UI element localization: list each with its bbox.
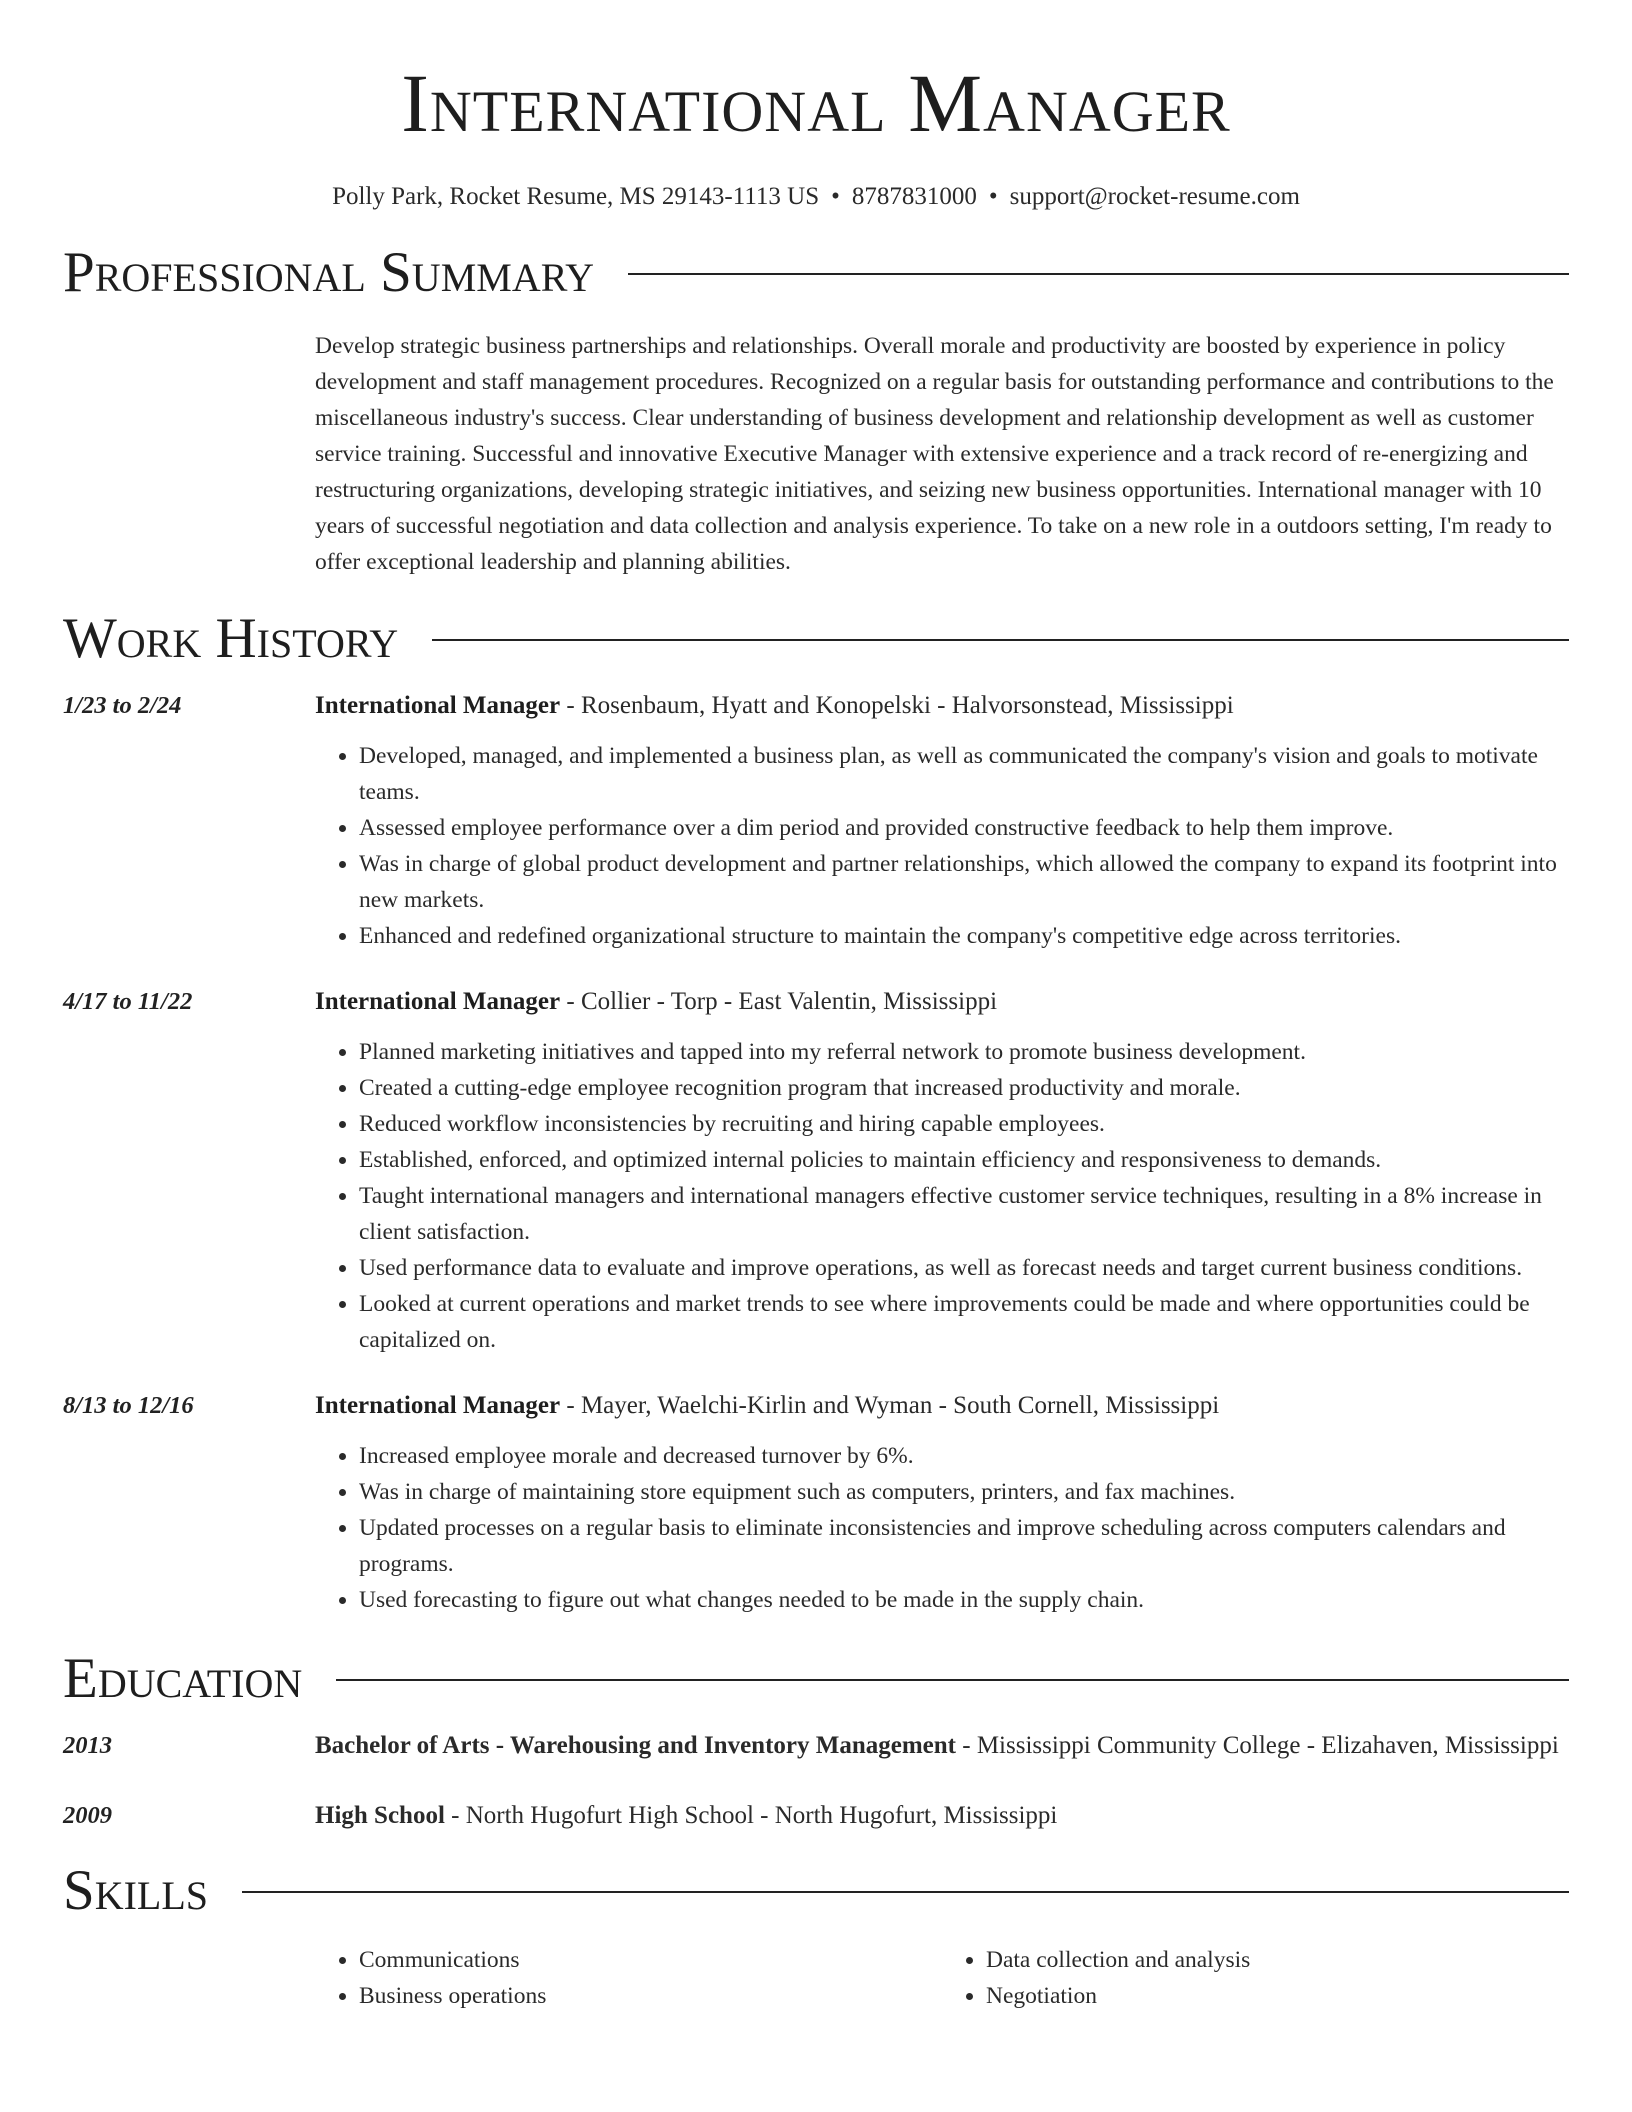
summary-heading: Professional Summary <box>63 241 595 304</box>
job-bullet: • Enhanced and redefined organizational structure to maintain the company's competitive edge across territories. <box>359 918 1569 954</box>
job-body <box>315 1386 1569 1618</box>
skills-section-header <box>63 1860 1569 1922</box>
job-bullet: • Taught international managers and international managers effective customer service techniques, resulting in a 8% increase in client satisfaction. <box>359 1178 1569 1250</box>
separator-dot: • <box>988 183 998 210</box>
contact-address: Polly Park, Rocket Resume, MS 29143-1113 US <box>332 183 820 210</box>
education-body <box>315 1796 1569 1836</box>
work-section-header <box>63 608 1569 670</box>
education-year: 2009 <box>63 1802 112 1829</box>
contact-email: support@rocket-resume.com <box>1009 183 1300 210</box>
summary-section-header <box>63 242 1569 304</box>
contact-line <box>63 182 1569 212</box>
section-divider <box>336 1679 1569 1681</box>
education-entry <box>63 1726 1569 1766</box>
job-entry <box>63 686 1569 954</box>
education-entry <box>63 1796 1569 1836</box>
separator-dot: • <box>831 183 840 210</box>
job-details: - Collier - Torp - East Valentin, Mississippi <box>560 988 998 1015</box>
job-bullet: • Looked at current operations and market trends to see where improvements could be made and where opportunities could be capitalized on. <box>359 1286 1569 1358</box>
job-body <box>315 686 1569 954</box>
education-details: - Mississippi Community College - Elizahaven, Mississippi <box>956 1732 1559 1759</box>
education-heading: Education <box>63 1647 303 1710</box>
skill-item: • Data collection and analysis <box>986 1942 1569 1978</box>
job-bullet: • Planned marketing initiatives and tapped into my referral network to promote business development. <box>359 1034 1569 1070</box>
job-bullet: • Was in charge of global product development and partner relationships, which allowed the company to expand its footprint into new markets. <box>359 846 1569 918</box>
skills-column-right <box>942 1942 1569 2014</box>
work-heading: Work History <box>63 607 399 670</box>
job-bullets <box>315 1438 1569 1618</box>
job-title: International Manager <box>315 692 561 719</box>
contact-phone: 8787831000 <box>851 183 977 210</box>
job-bullet: • Assessed employee performance over a dim period and provided constructive feedback to help them improve. <box>359 810 1569 846</box>
education-section-header <box>63 1648 1569 1710</box>
skills-column-left <box>315 1942 942 2014</box>
section-divider <box>628 273 1569 275</box>
education-details: - North Hugofurt High School - North Hugofurt, Mississippi <box>444 1802 1058 1829</box>
section-divider <box>432 639 1569 641</box>
job-bullet: • Used forecasting to figure out what changes needed to be made in the supply chain. <box>359 1582 1569 1618</box>
job-title-line <box>315 686 1569 726</box>
job-bullets <box>315 738 1569 954</box>
job-title: International Manager <box>315 1392 561 1419</box>
job-bullet: • Developed, managed, and implemented a business plan, as well as communicated the company's vision and goals to motivate teams. <box>359 738 1569 810</box>
job-details: - Rosenbaum, Hyatt and Konopelski - Halvorsonstead, Mississippi <box>560 692 1234 719</box>
job-entry <box>63 1386 1569 1618</box>
section-divider <box>242 1891 1569 1893</box>
job-details: - Mayer, Waelchi-Kirlin and Wyman - South Cornell, Mississippi <box>560 1392 1220 1419</box>
skill-item: • Communications <box>359 1942 942 1978</box>
job-entry <box>63 982 1569 1358</box>
job-dates: 1/23 to 2/24 <box>63 692 182 719</box>
job-title: International Manager <box>315 988 561 1015</box>
job-bullet: • Increased employee morale and decreased turnover by 6%. <box>359 1438 1569 1474</box>
job-title-line <box>315 1386 1569 1426</box>
job-bullets <box>315 1034 1569 1358</box>
skill-item: • Business operations <box>359 1978 942 2014</box>
job-bullet: • Reduced workflow inconsistencies by recruiting and hiring capable employees. <box>359 1106 1569 1142</box>
education-degree: Bachelor of Arts - Warehousing and Inventory Management <box>315 1732 956 1759</box>
job-bullet: • Created a cutting-edge employee recognition program that increased productivity and morale. <box>359 1070 1569 1106</box>
job-title-line <box>315 982 1569 1022</box>
job-bullet: • Used performance data to evaluate and improve operations, as well as forecast needs and target current business conditions. <box>359 1250 1569 1286</box>
job-body <box>315 982 1569 1358</box>
education-degree: High School <box>315 1802 445 1829</box>
job-bullet: • Was in charge of maintaining store equipment such as computers, printers, and fax machines. <box>359 1474 1569 1510</box>
job-bullet: • Updated processes on a regular basis to eliminate inconsistencies and improve scheduling across computers calendars and programs. <box>359 1510 1569 1582</box>
job-bullet: • Established, enforced, and optimized internal policies to maintain efficiency and responsiveness to demands. <box>359 1142 1569 1178</box>
skill-item: • Negotiation <box>986 1978 1569 2014</box>
job-dates: 8/13 to 12/16 <box>63 1392 194 1419</box>
resume-title: International Manager <box>401 57 1231 149</box>
skills-heading: Skills <box>63 1859 209 1922</box>
job-dates: 4/17 to 11/22 <box>63 988 193 1015</box>
education-year: 2013 <box>63 1732 112 1759</box>
summary-text: Develop strategic business partnerships and relationships. Overall morale and productivity are boosted by experience in policy development and staff management procedures. Recognized on a regular basis for outstanding performance and contributions to the miscellaneous industry's success. Clear understanding of business development and relationship development as well as customer service training. Successful and innovative Executive Manager with extensive experience and a track record of re-energizing and restructuring organizations, developing strategic initiatives, and seizing new business opportunities. International manager with 10 years of successful negotiation and data collection and analysis experience. To take on a new role in a outdoors setting, I'm ready to offer exceptional leadership and planning abilities. <box>315 333 1554 575</box>
education-body <box>315 1726 1569 1766</box>
skills-list <box>315 1942 1569 2014</box>
